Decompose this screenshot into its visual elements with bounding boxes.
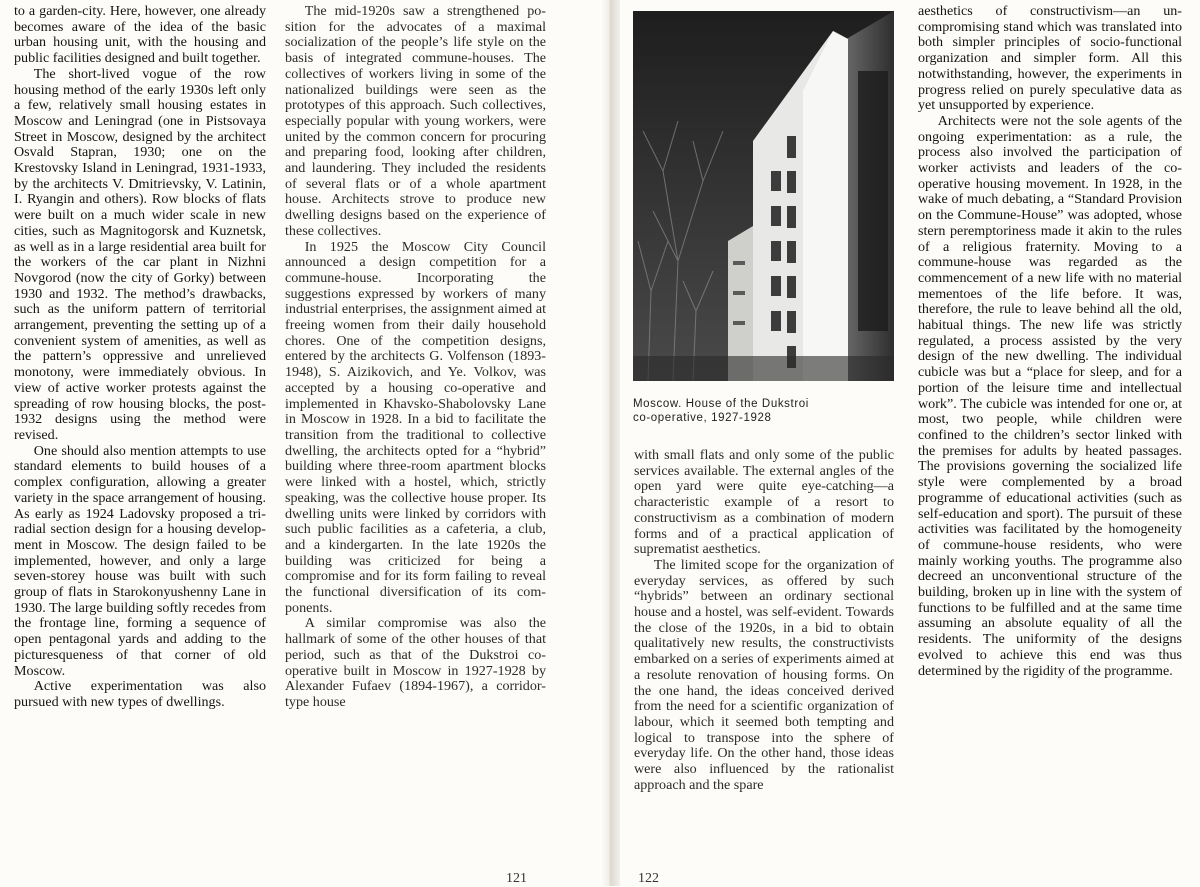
paragraph: One should also mention attempts to use standard elements to build houses of a complex configuration, allowing a greater variety in the space arrangement of housing. As early as 1924 Ladovsky proposed a tri-radial section design for a housing development in Moscow. The design failed to be implemented, however, and only a large seven-storey house was built with such group of flats in Starokonyushenny Lane in 1930. The large building softly recedes from the frontage line, forming a sequence of open pentagonal yards and adding to the picturesqueness of that corner of old Moscow. xyxy=(14,442,266,679)
paragraph: The limited scope for the organization of everyday services, as offered by such “hybrids” between an ordinary sectional house and a hostel, was self-evident. Towards the close of the 1920s, in a bid to obtain qualitatively new results, the constructivists embarked on a series of experiments aimed at a resolute renovation of housing forms. On the one hand, the ideas conceived derived from the need for a scientific organization of labour, which it seemed both tempting and logical to transpose into the sphere of everyday life. On the other hand, those ideas were also influenced by the rationalist approach and the spare xyxy=(634,556,894,793)
caption-line: Moscow. House of the Dukstroi xyxy=(633,398,809,410)
left-page-column-2 xyxy=(285,4,546,711)
paragraph: The short-lived vogue of the row housing method of the early 1930s left only a few, relatively small housing estates in Moscow and Leningrad (one in Pistsovaya Street in Moscow, designed by the architect Osvald Stapran, 1930; one on the Krestovsky Island in Leningrad, 1931-1933, by the architects V. Dmitrievsky, V. Latinin, I. Ryangin and others). Row blocks of flats were built on a much wider scale in new cities, such as Magnitogorsk and Kuznetsk, as well as in a large residential area built for the workers of the car plant in Nizhni Novgorod (now the city of Gorky) between 1930 and 1932. The method’s drawbacks, such as the uniform pattern of territorial arrangement, preventing the setting up of a convenient system of amenities, as well as the pattern’s oppressive and unrelieved monotony, were immediately obvious. In view of active worker protests against the spreading of row housing blocks, the post-1932 designs using the method were revised. xyxy=(14,65,266,443)
right-page-column-2 xyxy=(918,4,1182,679)
paragraph: The mid-1920s saw a strengthened position for the advocates of a maximal socialization of the people’s life style on the basis of integrated commune-houses. The collectives of workers living in some of the nationalized buildings were seen as the prototypes of this approach. Such collectives, especially popular with young workers, were united by the common concern for procuring and preparing food, looking after children, and laundering. They included the residents of several flats or of a whole apartment house. Architects strove to produce new dwelling designs based on the experience of these collectives. xyxy=(285,3,546,239)
left-page-column-1 xyxy=(14,4,266,711)
photo-caption xyxy=(633,398,873,425)
right-page-column-1 xyxy=(634,448,894,793)
paragraph: aesthetics of constructivism—an uncompromising stand which was translated into both simpler principles of socio-functional organization and simpler form. All this notwithstanding, however, the experiments in progress relied on purely speculative data as yet unsupported by experience. xyxy=(918,3,1182,114)
left-page-number: 121 xyxy=(506,871,527,886)
paragraph: with small flats and only some of the public services available. The external angles of the open yard were quite eye-catching—a characteristic example of a resort to constructivism as a combination of modern forms and of a practical application of suprematist aesthetics. xyxy=(634,447,894,558)
book-gutter xyxy=(600,0,620,886)
paragraph: In 1925 the Moscow City Council announced a design competition for a commune-house. Incorporating the suggestions expressed by workers of many industrial enterprises, the assignment aimed at freeing women from their daily household chores. One of the competition designs, entered by the architects G. Volfenson (1893-1948), S. Aizikovich, and Ye. Volkov, was accepted by a housing co-operative and implemented in Khavsko-Shabolovsky Lane in Moscow in 1928. In a bid to facilitate the transition from the traditional to collective dwelling, the architects opted for a “hybrid” building where three-room apartment blocks were linked with a hostel, which, strictly speaking, was the collective house proper. Its dwelling units were linked by corridors with such public facilities as a cafeteria, a club, and a kindergarten. In the late 1920s the building was criticized for being a compromise and for its form failing to reveal the functional diversification of its components. xyxy=(285,238,546,616)
paragraph: Active experimentation was also pursued with new types of dwellings. xyxy=(14,678,266,710)
paragraph: Architects were not the sole agents of the ongoing experimentation: as a rule, the process also involved the participation of worker activists and leaders of the co-operative housing movement. In 1928, in the wake of much debating, a “Standard Provision on the Commune-House” was adopted, whose stern peremptoriness made it akin to the rules of a religious fraternity. Moving to a commune-house was regarded as the commencement of a new life with no material mementoes of the life before. It was, therefore, the rule to leave behind all the old, habitual things. The new life was strictly regulated, a process assisted by the very design of the new dwelling. The individual cubicle was but a “place for sleep, and for a portion of the leisure time and intellectual work”. The cubicle was intended for one or, at most, two people, while children were confined to the children’s sector linked with the premises for adults by heated passages. The provisions governing the socialized life style were complemented by a broad programme of educational activities (such as self-education and sport). The pursuit of these activities was facilitated by the homogeneity of commune-house residents, who were mainly working youths. The programme also decreed an unconventional structure of the building, broken up in line with the system of functions to be fulfilled and at the same time assuming an absolute equality of all the residents. The uniformity of the designs evolved to achieve this end was thus determined by the rigidity of the programme. xyxy=(918,112,1182,679)
building-photo-illustration xyxy=(633,11,894,381)
paragraph: A similar compromise was also the hallmark of some of the other houses of that period, such as that of the Dukstroi co-operative built in Moscow in 1927-1928 by Alexander Fufaev (1894-1967), a corridor-type house xyxy=(285,615,546,710)
caption-line: co-operative, 1927-1928 xyxy=(633,411,772,424)
right-page-number: 122 xyxy=(638,871,659,886)
paragraph: to a garden-city. Here, however, one already becomes aware of the idea of the basic urban housing unit, with the housing and public facilities designed and built together. xyxy=(14,3,266,67)
photo-dukstroi-house xyxy=(633,11,894,381)
